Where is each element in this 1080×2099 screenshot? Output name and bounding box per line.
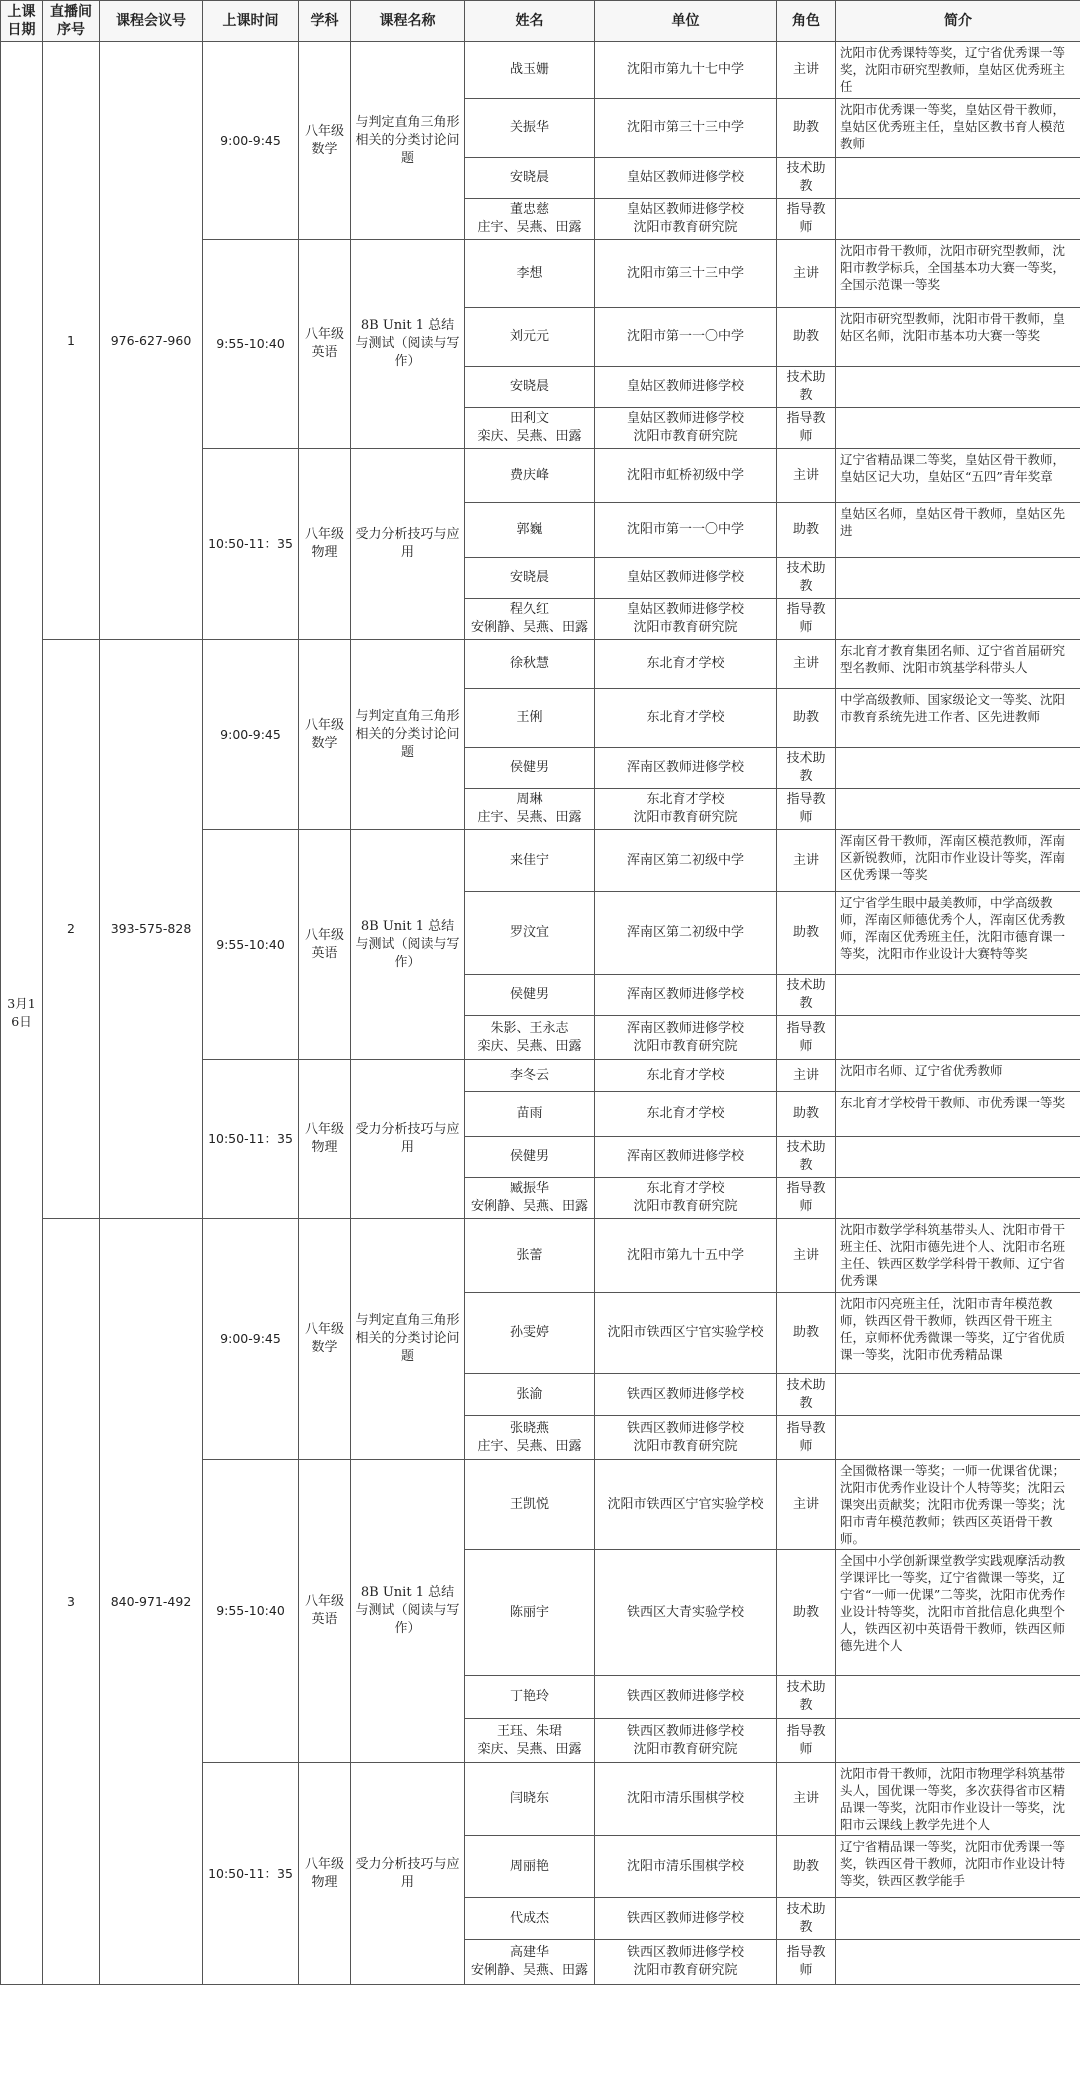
person-unit-text: 沈阳市第三十三中学 bbox=[626, 265, 744, 281]
person-unit-text: 沈阳市第九十七中学 bbox=[626, 62, 744, 77]
person-unit-text: 东北育才学校 bbox=[646, 1067, 725, 1083]
meeting-number: 393-575-828 bbox=[100, 640, 203, 1219]
person-unit bbox=[595, 748, 777, 789]
person-name bbox=[465, 240, 595, 308]
person-unit bbox=[595, 367, 777, 408]
person-name-text: 侯健男 bbox=[509, 1149, 549, 1164]
person-name-text: 郭巍 bbox=[516, 522, 543, 537]
session-subject bbox=[299, 240, 351, 449]
person-name-text: 闫晓东 bbox=[509, 1791, 549, 1806]
person-intro: 沈阳市名师、辽宁省优秀教师 bbox=[836, 1060, 1080, 1092]
subject-text: 八年级 数学 bbox=[304, 717, 344, 751]
session-time: 10:50-11：35 bbox=[203, 1763, 299, 1985]
person-intro: 辽宁省精品课二等奖，皇姑区骨干教师，皇姑区记大功，皇姑区“五四”青年奖章 bbox=[836, 449, 1080, 503]
person-role: 指导教师 bbox=[777, 1416, 836, 1460]
person-name bbox=[465, 449, 595, 503]
person-unit bbox=[595, 789, 777, 830]
subject-text: 八年级 英语 bbox=[304, 327, 344, 360]
person-role: 主讲 bbox=[777, 240, 836, 308]
person-intro bbox=[836, 199, 1080, 240]
person-unit-text: 皇姑区教师进修学校 沈阳市教育研究院 bbox=[626, 202, 744, 235]
person-name-text: 安晓晨 bbox=[509, 570, 549, 585]
person-unit-text: 浑南区教师进修学校 bbox=[626, 1149, 744, 1164]
person-intro bbox=[836, 1178, 1080, 1219]
person-name-text: 侯健男 bbox=[509, 987, 549, 1002]
person-role: 主讲 bbox=[777, 42, 836, 99]
session-time: 9:00-9:45 bbox=[203, 640, 299, 830]
session-time: 10:50-11：35 bbox=[203, 1060, 299, 1219]
person-unit bbox=[595, 1836, 777, 1898]
person-intro bbox=[836, 408, 1080, 449]
person-unit-text: 沈阳市清乐围棋学校 bbox=[626, 1791, 744, 1806]
person-role: 技术助教 bbox=[777, 975, 836, 1016]
person-name-text: 王珏、朱珺 栾庆、吴燕、田露 bbox=[477, 1723, 582, 1757]
person-intro: 沈阳市数学学科筑基带头人、沈阳市骨干班主任、沈阳市德先进个人、沈阳市名班主任、铁西区数学学科骨干教师、辽宁省优秀课 bbox=[836, 1219, 1080, 1293]
session-time: 9:00-9:45 bbox=[203, 1219, 299, 1460]
person-unit bbox=[595, 99, 777, 158]
person-name-text: 徐秋慧 bbox=[509, 656, 549, 671]
person-name bbox=[465, 42, 595, 99]
person-unit bbox=[595, 1293, 777, 1374]
person-role: 指导教师 bbox=[777, 1016, 836, 1060]
person-unit-text: 沈阳市铁西区宁官实验学校 bbox=[607, 1325, 764, 1340]
header-meeting: 课程会议号 bbox=[100, 1, 203, 42]
person-unit bbox=[595, 408, 777, 449]
person-intro bbox=[836, 558, 1080, 599]
subject-text: 八年级 物理 bbox=[304, 527, 344, 560]
header-row bbox=[1, 1, 1080, 42]
person-role: 主讲 bbox=[777, 1060, 836, 1092]
person-name bbox=[465, 99, 595, 158]
person-name bbox=[465, 1676, 595, 1719]
session-course: 与判定直角三角形相关的分类讨论问题 bbox=[351, 640, 465, 830]
person-name bbox=[465, 1550, 595, 1676]
person-unit-text: 东北育才学校 沈阳市教育研究院 bbox=[633, 1181, 738, 1214]
person-intro bbox=[836, 599, 1080, 640]
person-unit-text: 铁西区教师进修学校 bbox=[626, 1689, 744, 1704]
person-name-text: 苗雨 bbox=[516, 1106, 543, 1121]
session-course: 受力分析技巧与应用 bbox=[351, 1060, 465, 1219]
person-unit-text: 铁西区教师进修学校 沈阳市教育研究院 bbox=[626, 1723, 744, 1757]
person-name bbox=[465, 1374, 595, 1416]
person-intro: 全国微格课一等奖；一师一优课省优课；沈阳市优秀作业设计个人特等奖；沈阳云课突出贡献奖；沈阳市优秀课一等奖；沈阳市青年模范教师；铁西区英语骨干教师。 bbox=[836, 1460, 1080, 1550]
person-name bbox=[465, 408, 595, 449]
session-course: 8B Unit 1 总结与测试（阅读与写作） bbox=[351, 830, 465, 1060]
person-name bbox=[465, 1416, 595, 1460]
session-subject bbox=[299, 830, 351, 1060]
person-name bbox=[465, 789, 595, 830]
person-role: 助教 bbox=[777, 689, 836, 748]
person-name bbox=[465, 830, 595, 892]
room-index: 3 bbox=[43, 1219, 100, 1985]
person-unit bbox=[595, 240, 777, 308]
schedule-body bbox=[1, 42, 1080, 1985]
person-name-text: 臧振华 安俐静、吴燕、田露 bbox=[470, 1181, 588, 1214]
header-course: 课程名称 bbox=[351, 1, 465, 42]
session-course: 8B Unit 1 总结与测试（阅读与写作） bbox=[351, 1460, 465, 1763]
person-name-text: 张渝 bbox=[516, 1386, 543, 1402]
person-name-text: 周丽艳 bbox=[509, 1858, 549, 1874]
session-course: 受力分析技巧与应用 bbox=[351, 1763, 465, 1985]
person-unit-text: 铁西区教师进修学校 沈阳市教育研究院 bbox=[626, 1420, 744, 1454]
person-name bbox=[465, 975, 595, 1016]
person-name bbox=[465, 1763, 595, 1836]
person-unit-text: 东北育才学校 bbox=[646, 710, 725, 725]
person-name bbox=[465, 689, 595, 748]
person-role: 助教 bbox=[777, 1550, 836, 1676]
person-role: 主讲 bbox=[777, 1763, 836, 1836]
person-name-text: 刘元元 bbox=[509, 329, 549, 344]
person-name bbox=[465, 1178, 595, 1219]
person-name-text: 费庆峰 bbox=[509, 467, 549, 483]
person-name bbox=[465, 1836, 595, 1898]
person-intro: 沈阳市优秀课特等奖，辽宁省优秀课一等奖，沈阳市研究型教师，皇姑区优秀班主任 bbox=[836, 42, 1080, 99]
person-unit bbox=[595, 975, 777, 1016]
person-intro: 沈阳市研究型教师，沈阳市骨干教师，皇姑区名师，沈阳市基本功大赛一等奖 bbox=[836, 308, 1080, 367]
session-subject bbox=[299, 1060, 351, 1219]
person-role: 助教 bbox=[777, 308, 836, 367]
header-time: 上课时间 bbox=[203, 1, 299, 42]
person-name bbox=[465, 199, 595, 240]
person-intro: 中学高级教师、国家级论文一等奖、沈阳市教育系统先进工作者、区先进教师 bbox=[836, 689, 1080, 748]
session-subject bbox=[299, 449, 351, 640]
person-role: 指导教师 bbox=[777, 789, 836, 830]
person-unit-text: 浑南区教师进修学校 bbox=[626, 760, 744, 775]
person-role: 技术助教 bbox=[777, 558, 836, 599]
person-name bbox=[465, 503, 595, 558]
meeting-number: 840-971-492 bbox=[100, 1219, 203, 1985]
person-role: 技术助教 bbox=[777, 1676, 836, 1719]
person-role: 助教 bbox=[777, 1293, 836, 1374]
person-name-text: 来佳宁 bbox=[509, 852, 549, 868]
table-row bbox=[1, 640, 1080, 689]
person-intro bbox=[836, 1719, 1080, 1763]
person-unit-text: 浑南区第二初级中学 bbox=[626, 852, 744, 868]
person-intro bbox=[836, 1374, 1080, 1416]
subject-text: 八年级 物理 bbox=[304, 1122, 344, 1155]
person-name-text: 战玉姗 bbox=[509, 62, 549, 77]
person-role: 助教 bbox=[777, 503, 836, 558]
person-intro bbox=[836, 1898, 1080, 1940]
subject-text: 八年级 数学 bbox=[304, 1322, 344, 1355]
person-unit bbox=[595, 308, 777, 367]
person-unit bbox=[595, 1763, 777, 1836]
header-subject: 学科 bbox=[299, 1, 351, 42]
table-row bbox=[1, 42, 1080, 99]
person-unit bbox=[595, 158, 777, 199]
person-name-text: 朱影、王永志 栾庆、吴燕、田露 bbox=[477, 1020, 582, 1054]
subject-text: 八年级 英语 bbox=[304, 1594, 344, 1627]
person-unit-text: 沈阳市清乐围棋学校 bbox=[626, 1858, 744, 1874]
subject-text: 八年级 数学 bbox=[304, 123, 344, 157]
person-name bbox=[465, 1460, 595, 1550]
person-unit bbox=[595, 199, 777, 240]
person-role: 指导教师 bbox=[777, 1719, 836, 1763]
person-name bbox=[465, 1719, 595, 1763]
person-unit bbox=[595, 1460, 777, 1550]
person-unit bbox=[595, 42, 777, 99]
person-unit-text: 浑南区第二初级中学 bbox=[626, 925, 744, 940]
person-name bbox=[465, 748, 595, 789]
session-time: 10:50-11：35 bbox=[203, 449, 299, 640]
person-name bbox=[465, 558, 595, 599]
person-name-text: 关振华 bbox=[509, 120, 549, 135]
person-intro bbox=[836, 367, 1080, 408]
person-role: 主讲 bbox=[777, 1219, 836, 1293]
person-name-text: 高建华 安俐静、吴燕、田露 bbox=[470, 1945, 588, 1978]
person-intro bbox=[836, 1416, 1080, 1460]
person-unit-text: 铁西区教师进修学校 bbox=[626, 1910, 744, 1926]
person-unit bbox=[595, 892, 777, 975]
session-time: 9:00-9:45 bbox=[203, 42, 299, 240]
person-role: 指导教师 bbox=[777, 408, 836, 449]
person-name-text: 王凯悦 bbox=[509, 1496, 549, 1512]
person-intro bbox=[836, 1940, 1080, 1985]
person-unit bbox=[595, 1060, 777, 1092]
person-unit-text: 铁西区大青实验学校 bbox=[626, 1604, 744, 1620]
header-role: 角色 bbox=[777, 1, 836, 42]
person-unit bbox=[595, 1137, 777, 1178]
header-room: 直播间 序号 bbox=[43, 1, 100, 42]
person-name bbox=[465, 640, 595, 689]
person-intro bbox=[836, 158, 1080, 199]
person-name bbox=[465, 308, 595, 367]
person-name bbox=[465, 1092, 595, 1137]
header-intro: 简介 bbox=[836, 1, 1080, 42]
person-unit bbox=[595, 640, 777, 689]
person-intro bbox=[836, 1016, 1080, 1060]
person-role: 主讲 bbox=[777, 830, 836, 892]
session-course: 与判定直角三角形相关的分类讨论问题 bbox=[351, 1219, 465, 1460]
header-name: 姓名 bbox=[465, 1, 595, 42]
subject-text: 八年级 英语 bbox=[304, 927, 344, 961]
person-intro: 沈阳市骨干教师，沈阳市研究型教师，沈阳市教学标兵，全国基本功大赛一等奖，全国示范课一等奖 bbox=[836, 240, 1080, 308]
session-time: 9:55-10:40 bbox=[203, 830, 299, 1060]
person-name-text: 程久红 安俐静、吴燕、田露 bbox=[470, 602, 588, 635]
person-name bbox=[465, 367, 595, 408]
session-time: 9:55-10:40 bbox=[203, 1460, 299, 1763]
person-name-text: 侯健男 bbox=[509, 760, 549, 775]
person-unit bbox=[595, 1550, 777, 1676]
person-unit bbox=[595, 689, 777, 748]
person-role: 技术助教 bbox=[777, 1137, 836, 1178]
person-intro: 沈阳市骨干教师，沈阳市物理学科筑基带头人，国优课一等奖，多次获得省市区精品课一等奖，沈阳市作业设计一等奖，沈阳市云课线上教学先进个人 bbox=[836, 1763, 1080, 1836]
person-name bbox=[465, 892, 595, 975]
person-name-text: 罗汶宜 bbox=[509, 925, 549, 940]
header-date: 上课 日期 bbox=[1, 1, 43, 42]
person-name-text: 王俐 bbox=[516, 710, 543, 725]
session-subject bbox=[299, 1219, 351, 1460]
person-name-text: 李冬云 bbox=[509, 1067, 549, 1083]
person-unit bbox=[595, 1719, 777, 1763]
person-name bbox=[465, 1016, 595, 1060]
person-intro: 沈阳市优秀课一等奖，皇姑区骨干教师，皇姑区优秀班主任，皇姑区教书育人模范教师 bbox=[836, 99, 1080, 158]
session-course: 受力分析技巧与应用 bbox=[351, 449, 465, 640]
person-unit bbox=[595, 503, 777, 558]
session-subject bbox=[299, 1763, 351, 1985]
person-intro bbox=[836, 748, 1080, 789]
header-unit: 单位 bbox=[595, 1, 777, 42]
person-intro bbox=[836, 1137, 1080, 1178]
person-unit bbox=[595, 1940, 777, 1985]
person-role: 技术助教 bbox=[777, 1898, 836, 1940]
person-unit-text: 沈阳市铁西区宁官实验学校 bbox=[607, 1496, 764, 1512]
person-unit-text: 皇姑区教师进修学校 bbox=[626, 570, 744, 585]
person-intro: 辽宁省学生眼中最美教师，中学高级教师，浑南区师德优秀个人，浑南区优秀教师，浑南区优秀班主任，沈阳市德育课一等奖，沈阳市作业设计大赛特等奖 bbox=[836, 892, 1080, 975]
person-role: 指导教师 bbox=[777, 199, 836, 240]
person-role: 主讲 bbox=[777, 1460, 836, 1550]
person-name-text: 代成杰 bbox=[509, 1910, 549, 1926]
person-intro bbox=[836, 1676, 1080, 1719]
person-name-text: 李想 bbox=[516, 265, 543, 281]
person-unit bbox=[595, 1219, 777, 1293]
person-unit-text: 东北育才学校 沈阳市教育研究院 bbox=[633, 792, 738, 825]
person-role: 助教 bbox=[777, 1092, 836, 1137]
person-unit bbox=[595, 830, 777, 892]
room-index: 2 bbox=[43, 640, 100, 1219]
person-name-text: 安晓晨 bbox=[509, 170, 549, 185]
person-name bbox=[465, 158, 595, 199]
person-role: 指导教师 bbox=[777, 1178, 836, 1219]
person-intro bbox=[836, 789, 1080, 830]
person-unit-text: 皇姑区教师进修学校 bbox=[626, 379, 744, 394]
person-role: 指导教师 bbox=[777, 1940, 836, 1985]
person-unit-text: 沈阳市第三十三中学 bbox=[626, 120, 744, 135]
person-name-text: 张晓燕 庄宇、吴燕、田露 bbox=[477, 1420, 582, 1454]
person-unit bbox=[595, 449, 777, 503]
session-time: 9:55-10:40 bbox=[203, 240, 299, 449]
person-unit-text: 铁西区教师进修学校 沈阳市教育研究院 bbox=[626, 1945, 744, 1978]
person-unit bbox=[595, 1374, 777, 1416]
person-unit bbox=[595, 1092, 777, 1137]
person-intro: 全国中小学创新课堂教学实践观摩活动教学课评比一等奖，辽宁省微课一等奖，辽宁省“一师一优课”二等奖，沈阳市优秀作业设计特等奖，沈阳市首批信息化典型个人，铁西区初中英语骨干教师，铁西区师德先进个人 bbox=[836, 1550, 1080, 1676]
person-name-text: 张蕾 bbox=[516, 1247, 543, 1263]
person-name-text: 陈丽宇 bbox=[509, 1604, 549, 1620]
session-subject bbox=[299, 42, 351, 240]
person-unit-text: 皇姑区教师进修学校 沈阳市教育研究院 bbox=[626, 411, 744, 444]
room-index: 1 bbox=[43, 42, 100, 640]
person-name-text: 安晓晨 bbox=[509, 379, 549, 394]
person-role: 技术助教 bbox=[777, 367, 836, 408]
person-intro bbox=[836, 975, 1080, 1016]
person-role: 主讲 bbox=[777, 640, 836, 689]
person-intro: 东北育才教育集团名师、辽宁省首届研究型名教师、沈阳市筑基学科带头人 bbox=[836, 640, 1080, 689]
meeting-number: 976-627-960 bbox=[100, 42, 203, 640]
session-course: 8B Unit 1 总结与测试（阅读与写作） bbox=[351, 240, 465, 449]
person-unit bbox=[595, 1898, 777, 1940]
person-name-text: 孙雯婷 bbox=[509, 1325, 549, 1340]
person-role: 主讲 bbox=[777, 449, 836, 503]
subject-text: 八年级 物理 bbox=[304, 1856, 344, 1890]
person-name-text: 董忠慈 庄宇、吴燕、田露 bbox=[477, 202, 582, 235]
person-intro: 东北育才学校骨干教师、市优秀课一等奖 bbox=[836, 1092, 1080, 1137]
session-subject bbox=[299, 1460, 351, 1763]
person-intro: 浑南区骨干教师，浑南区模范教师，浑南区新锐教师，沈阳市作业设计等奖，浑南区优秀课一等奖 bbox=[836, 830, 1080, 892]
person-unit bbox=[595, 1676, 777, 1719]
person-role: 助教 bbox=[777, 892, 836, 975]
person-unit bbox=[595, 1416, 777, 1460]
person-unit-text: 沈阳市虹桥初级中学 bbox=[626, 467, 744, 483]
person-role: 指导教师 bbox=[777, 599, 836, 640]
person-role: 助教 bbox=[777, 99, 836, 158]
person-unit-text: 铁西区教师进修学校 bbox=[626, 1386, 744, 1402]
person-name bbox=[465, 1293, 595, 1374]
person-unit bbox=[595, 1178, 777, 1219]
person-unit-text: 东北育才学校 bbox=[646, 1106, 725, 1121]
person-intro: 皇姑区名师，皇姑区骨干教师，皇姑区先进 bbox=[836, 503, 1080, 558]
session-course: 与判定直角三角形相关的分类讨论问题 bbox=[351, 42, 465, 240]
person-unit-text: 皇姑区教师进修学校 沈阳市教育研究院 bbox=[626, 602, 744, 635]
person-unit-text: 沈阳市第一一〇中学 bbox=[626, 522, 744, 537]
person-name-text: 丁艳玲 bbox=[509, 1689, 549, 1704]
person-role: 技术助教 bbox=[777, 158, 836, 199]
person-unit-text: 沈阳市第一一〇中学 bbox=[626, 329, 744, 344]
person-unit-text: 浑南区教师进修学校 沈阳市教育研究院 bbox=[626, 1020, 744, 1054]
person-role: 技术助教 bbox=[777, 748, 836, 789]
person-name-text: 周琳 庄宇、吴燕、田露 bbox=[477, 792, 582, 825]
person-role: 助教 bbox=[777, 1836, 836, 1898]
person-intro: 沈阳市闪亮班主任，沈阳市青年模范教师，铁西区骨干教师，铁西区骨干班主任，京师杯优秀微课一等奖，辽宁省优质课一等奖，沈阳市优秀精品课 bbox=[836, 1293, 1080, 1374]
person-intro: 辽宁省精品课一等奖，沈阳市优秀课一等奖，铁西区骨干教师，沈阳市作业设计特等奖，铁西区教学能手 bbox=[836, 1836, 1080, 1898]
session-subject bbox=[299, 640, 351, 830]
person-unit-text: 东北育才学校 bbox=[646, 656, 725, 671]
person-name bbox=[465, 599, 595, 640]
person-name-text: 田利文 栾庆、吴燕、田露 bbox=[477, 411, 582, 444]
person-name bbox=[465, 1060, 595, 1092]
person-unit-text: 沈阳市第九十五中学 bbox=[626, 1247, 744, 1263]
person-unit bbox=[595, 558, 777, 599]
person-unit-text: 皇姑区教师进修学校 bbox=[626, 170, 744, 185]
person-name bbox=[465, 1898, 595, 1940]
person-role: 技术助教 bbox=[777, 1374, 836, 1416]
person-unit bbox=[595, 599, 777, 640]
person-unit bbox=[595, 1016, 777, 1060]
table-row bbox=[1, 1219, 1080, 1293]
person-name bbox=[465, 1219, 595, 1293]
person-unit-text: 浑南区教师进修学校 bbox=[626, 987, 744, 1002]
date-cell: 3月16日 bbox=[1, 42, 43, 1985]
person-name bbox=[465, 1137, 595, 1178]
person-name bbox=[465, 1940, 595, 1985]
